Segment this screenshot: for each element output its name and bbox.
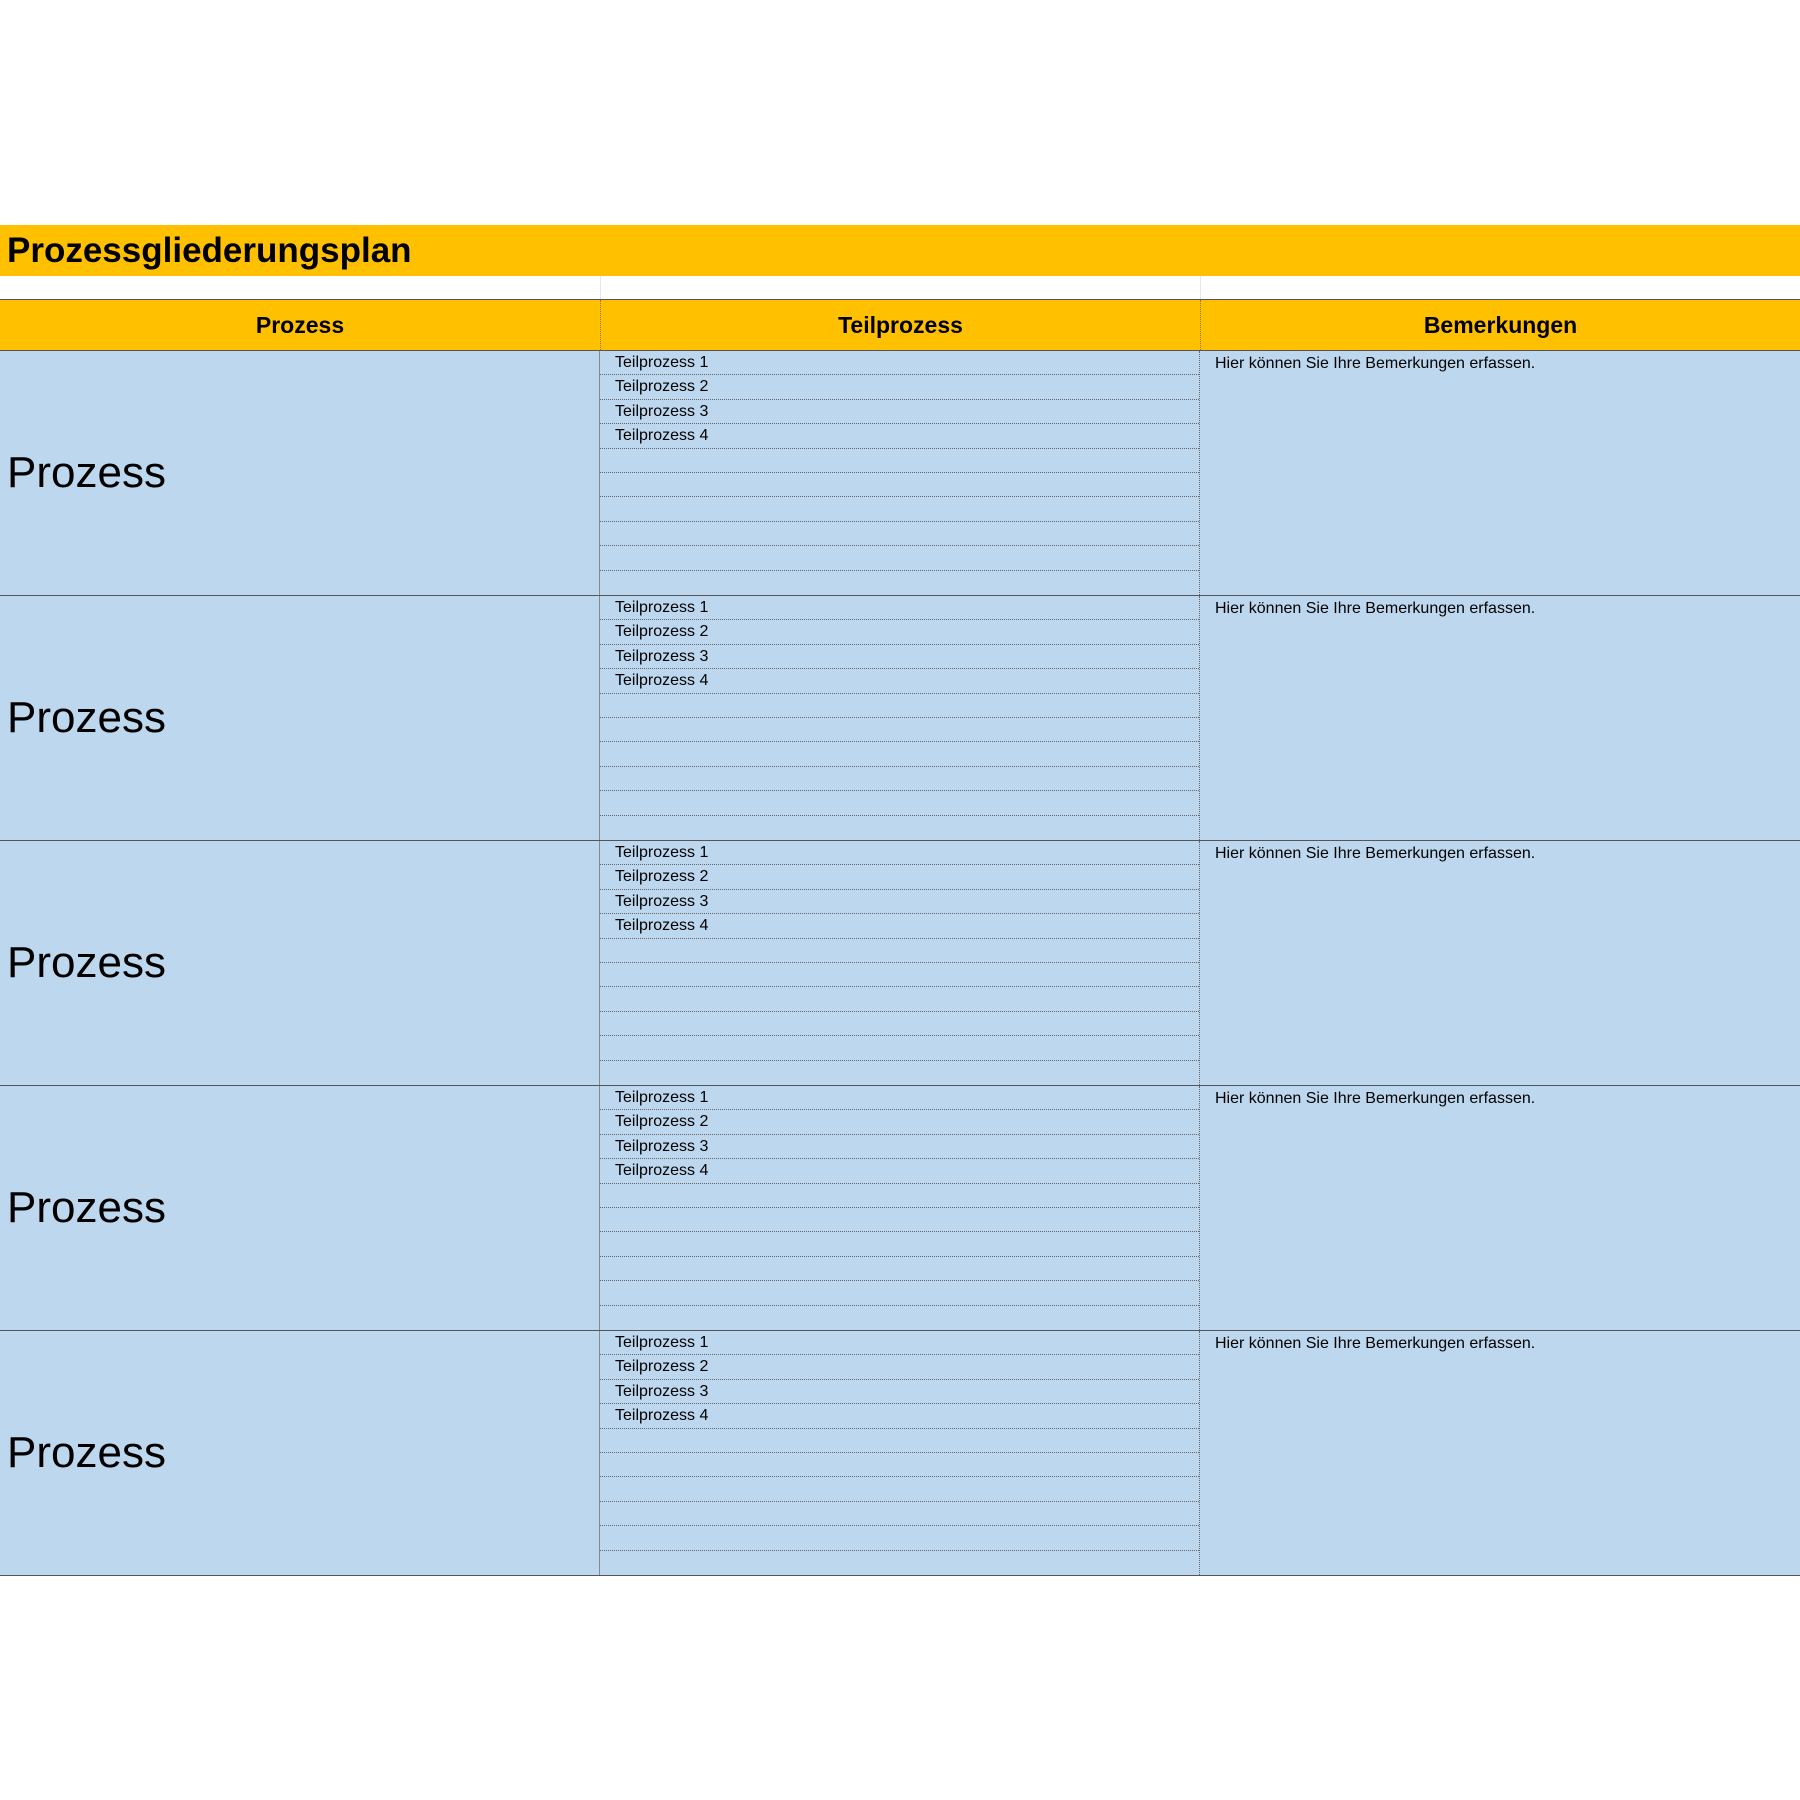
teilprozess-cell[interactable] [600, 1208, 1199, 1232]
empty-cell[interactable] [0, 276, 600, 299]
teilprozess-cell[interactable] [600, 1477, 1199, 1501]
teilprozess-cell[interactable] [600, 571, 1199, 595]
teilprozess-cell[interactable] [600, 1526, 1199, 1550]
teilprozess-cell[interactable]: Teilprozess 1 [600, 1086, 1199, 1110]
teilprozess-cell[interactable]: Teilprozess 4 [600, 424, 1199, 448]
prozess-cell[interactable]: Prozess [0, 351, 600, 595]
teilprozess-cell[interactable]: Teilprozess 1 [600, 1331, 1199, 1355]
header-bemerkungen[interactable]: Bemerkungen [1200, 300, 1800, 350]
teilprozess-cell[interactable] [600, 546, 1199, 570]
teilprozess-cell[interactable] [600, 1036, 1199, 1060]
teilprozess-cell[interactable]: Teilprozess 4 [600, 914, 1199, 938]
teilprozess-cell[interactable]: Teilprozess 3 [600, 1380, 1199, 1404]
teilprozess-cell[interactable] [600, 1429, 1199, 1453]
teilprozess-cell[interactable] [600, 449, 1199, 473]
teilprozess-list [600, 1331, 1200, 1575]
teilprozess-cell[interactable]: Teilprozess 4 [600, 669, 1199, 693]
header-row [0, 300, 1800, 351]
teilprozess-cell[interactable] [600, 1184, 1199, 1208]
teilprozess-cell[interactable]: Teilprozess 1 [600, 351, 1199, 375]
bemerkung-cell[interactable]: Hier können Sie Ihre Bemerkungen erfassen. [1215, 1090, 1536, 1107]
teilprozess-cell[interactable] [600, 816, 1199, 840]
teilprozess-cell[interactable] [600, 718, 1199, 742]
teilprozess-cell[interactable] [600, 963, 1199, 987]
process-group [0, 1086, 1800, 1331]
teilprozess-cell[interactable]: Teilprozess 4 [600, 1404, 1199, 1428]
prozess-cell[interactable]: Prozess [0, 1086, 600, 1330]
teilprozess-cell[interactable] [600, 1551, 1199, 1575]
teilprozess-cell[interactable]: Teilprozess 2 [600, 620, 1199, 644]
teilprozess-cell[interactable] [600, 987, 1199, 1011]
teilprozess-cell[interactable]: Teilprozess 2 [600, 375, 1199, 399]
prozess-cell[interactable]: Prozess [0, 1331, 600, 1575]
teilprozess-cell[interactable] [600, 1281, 1199, 1305]
spacer-row [0, 276, 1800, 300]
teilprozess-cell[interactable]: Teilprozess 2 [600, 1110, 1199, 1134]
sheet-title: Prozessgliederungsplan [7, 230, 412, 270]
teilprozess-cell[interactable] [600, 1232, 1199, 1256]
teilprozess-cell[interactable]: Teilprozess 3 [600, 400, 1199, 424]
teilprozess-cell[interactable] [600, 767, 1199, 791]
teilprozess-cell[interactable] [600, 497, 1199, 521]
teilprozess-cell[interactable] [600, 1012, 1199, 1036]
teilprozess-cell[interactable] [600, 742, 1199, 766]
prozess-cell[interactable]: Prozess [0, 841, 600, 1085]
header-teilprozess[interactable]: Teilprozess [600, 300, 1200, 350]
teilprozess-cell[interactable]: Teilprozess 2 [600, 865, 1199, 889]
teilprozess-cell[interactable]: Teilprozess 2 [600, 1355, 1199, 1379]
teilprozess-cell[interactable] [600, 1502, 1199, 1526]
teilprozess-cell[interactable]: Teilprozess 1 [600, 596, 1199, 620]
title-cell[interactable] [0, 225, 1800, 276]
teilprozess-list [600, 596, 1200, 840]
bemerkung-cell[interactable]: Hier können Sie Ihre Bemerkungen erfassen. [1215, 1335, 1536, 1352]
teilprozess-cell[interactable] [600, 1306, 1199, 1330]
teilprozess-list [600, 351, 1200, 595]
empty-cell[interactable] [1200, 276, 1800, 299]
teilprozess-cell[interactable]: Teilprozess 1 [600, 841, 1199, 865]
teilprozess-cell[interactable] [600, 1453, 1199, 1477]
teilprozess-cell[interactable]: Teilprozess 3 [600, 890, 1199, 914]
process-group [0, 841, 1800, 1086]
teilprozess-list [600, 1086, 1200, 1330]
bemerkung-cell[interactable]: Hier können Sie Ihre Bemerkungen erfassen. [1215, 845, 1536, 862]
empty-cell[interactable] [600, 276, 1200, 299]
teilprozess-cell[interactable] [600, 791, 1199, 815]
process-group [0, 1331, 1800, 1576]
process-group [0, 351, 1800, 596]
teilprozess-cell[interactable] [600, 1061, 1199, 1085]
bemerkung-cell[interactable]: Hier können Sie Ihre Bemerkungen erfassen. [1215, 600, 1536, 617]
teilprozess-cell[interactable] [600, 522, 1199, 546]
teilprozess-cell[interactable] [600, 473, 1199, 497]
prozess-cell[interactable]: Prozess [0, 596, 600, 840]
process-group [0, 596, 1800, 841]
teilprozess-list [600, 841, 1200, 1085]
teilprozess-cell[interactable] [600, 939, 1199, 963]
teilprozess-cell[interactable]: Teilprozess 3 [600, 645, 1199, 669]
spreadsheet [0, 225, 1800, 1576]
process-groups [0, 351, 1800, 1576]
teilprozess-cell[interactable] [600, 1257, 1199, 1281]
header-prozess[interactable]: Prozess [255, 311, 345, 338]
teilprozess-cell[interactable]: Teilprozess 3 [600, 1135, 1199, 1159]
teilprozess-cell[interactable]: Teilprozess 4 [600, 1159, 1199, 1183]
teilprozess-cell[interactable] [600, 694, 1199, 718]
bemerkung-cell[interactable]: Hier können Sie Ihre Bemerkungen erfassen. [1215, 355, 1536, 372]
